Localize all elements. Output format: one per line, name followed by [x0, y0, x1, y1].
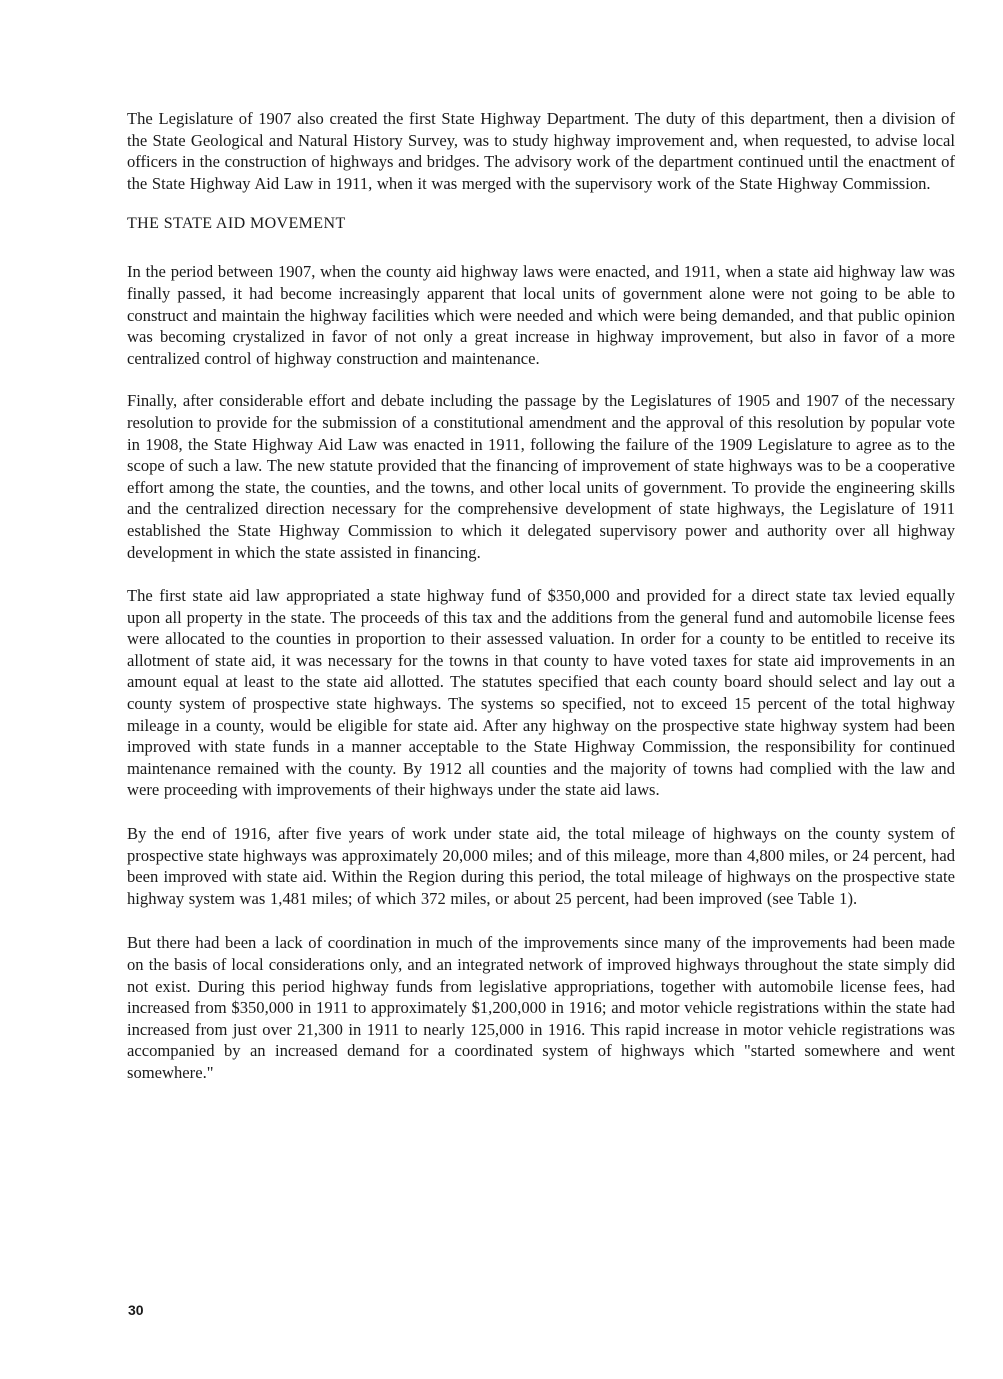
section-heading: THE STATE AID MOVEMENT: [127, 215, 346, 233]
paragraph-period-1907-1911: In the period between 1907, when the county aid highway laws were enacted, and 1911, when a state aid highway law was finally passed, it had become increasingly apparent that local units of government alone were not going to be able to construct and maintain the highway facilities which were needed and which were being demanded, and that public opinion was becoming crystalized in favor of not only a great increase in highway improvement, but also in favor of a more centralized control of highway construction and maintenance.: [127, 262, 955, 368]
paragraph-first-state-aid-law: The first state aid law appropriated a state highway fund of $350,000 and provided for a direct state tax levied equally upon all property in the state. The proceeds of this tax and the additions from the general fund and automobile license fees were allocated to the counties in proportion to their assessed valuation. In order for a county to be entitled to receive its allotment of state aid, it was necessary for the towns in that county to have voted taxes for state aid improvements in an amount equal at least to the state aid allotted. The statutes specified that each county board should select and lay out a county system of prospective state highways. The systems so specified, not to exceed 15 percent of the total highway mileage in a county, would be eligible for state aid. After any highway on the prospective state highway system had been improved with state funds in a manner acceptable to the State Highway Commission, the responsibility for continued maintenance remained with the county. By 1912 all counties and the majority of towns had complied with the law and were proceeding with improvements of their highways under the state aid laws.: [127, 586, 955, 800]
page-number: 30: [128, 1302, 144, 1318]
paragraph-end-of-1916: By the end of 1916, after five years of work under state aid, the total mileage of highways on the county system of prospective state highways was approximately 20,000 miles; and of this mileage, more than 4,800 miles, or 24 percent, had been improved with state aid. Within the Region during this period, the total mileage of highways on the prospective state highway system was 1,481 miles; of which 372 miles, or about 25 percent, had been improved (see Table 1).: [127, 824, 955, 908]
paragraph-state-highway-aid-law: Finally, after considerable effort and debate including the passage by the Legislatures of 1905 and 1907 of the necessary resolution to provide for the submission of a constitutional amendment and the approval of this resolution by popular vote in 1908, the State Highway Aid Law was enacted in 1911, following the failure of the 1909 Legislature to agree as to the scope of such a law. The new statute provided that the financing of improvement of state highways was to be a cooperative effort among the state, the counties, and the towns, and other local units of government. To provide the engineering skills and the centralized direction necessary for the comprehensive development of state highways, the Legislature of 1911 established the State Highway Commission to which it delegated supervisory power and authority over all highway development in which the state assisted in financing.: [127, 391, 955, 562]
paragraph-highway-department: The Legislature of 1907 also created the first State Highway Department. The duty of this department, then a division of the State Geological and Natural History Survey, was to study highway improvement and, when requested, to advise local officers in the construction of highways and bridges. The advisory work of the department continued until the enactment of the State Highway Aid Law in 1911, when it was merged with the supervisory work of the State Highway Commission.: [127, 109, 955, 193]
paragraph-lack-of-coordination: But there had been a lack of coordination in much of the improvements since many of the improvements had been made on the basis of local considerations only, and an integrated network of improved highways throughout the state simply did not exist. During this period highway funds from legislative appropriations, together with automobile license fees, had increased from $350,000 in 1911 to approximately $1,200,000 in 1916; and motor vehicle registrations within the state had increased from just over 21,300 in 1911 to nearly 125,000 in 1916. This rapid increase in motor vehicle registrations was accompanied by an increased demand for a coordinated system of highways which "started somewhere and went somewhere.": [127, 933, 955, 1082]
document-body: [127, 108, 955, 1084]
